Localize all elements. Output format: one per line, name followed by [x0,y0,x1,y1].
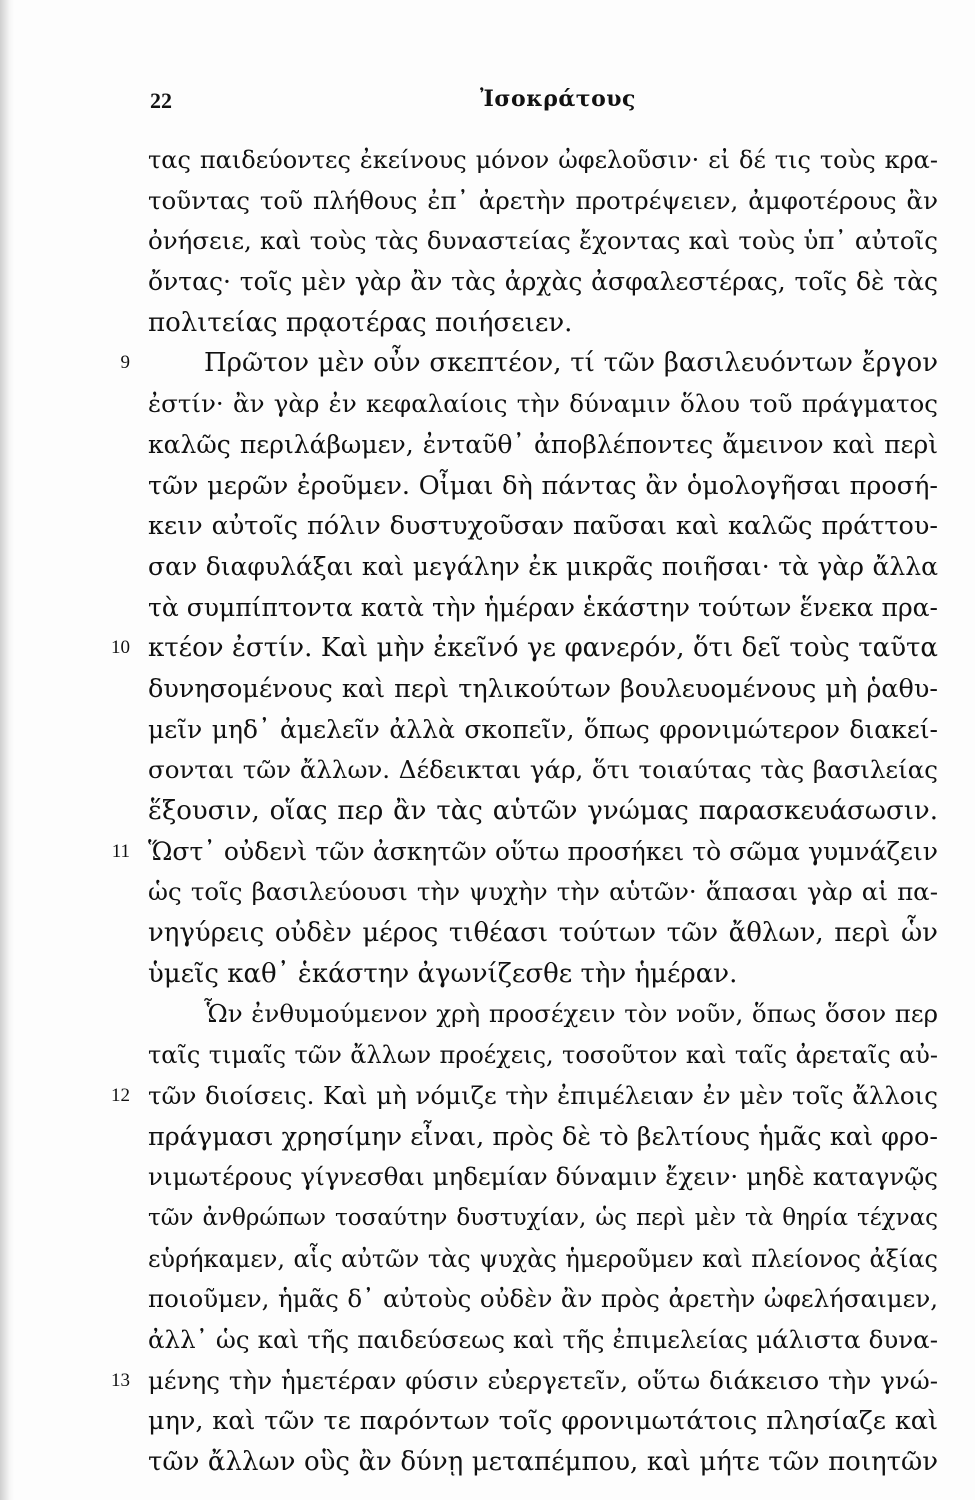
line-text: τὰ συμπίπτοντα κατὰ τὴν ἡμέραν ἑκάστην τούτων ἕνεκα πρα- [148,592,938,622]
line-text: κειν αὐτοῖς πόλιν δυστυχοῦσαν παῦσαι καὶ καλῶς πράττου- [148,511,938,542]
text-line [148,1239,938,1280]
line-text: νιμωτέρους γίγνεσθαι μηδεμίαν δύναμιν ἔχειν· μηδὲ καταγνῷς [148,1162,938,1192]
text-line [148,669,938,710]
text-line [111,628,938,669]
section-number: 13 [111,1369,130,1391]
text-line [148,1401,938,1442]
text-line [111,832,938,873]
text-line [111,1361,938,1402]
page-number: 22 [150,88,172,113]
line-text: ἐστίν· ἂν γὰρ ἐν κεφαλαίοις τὴν δύναμιν ὅλου τοῦ πράγματος [148,389,938,419]
line-text: μην, καὶ τῶν τε παρόντων τοῖς φρονιμωτάτοις πλησίαζε καὶ [148,1406,938,1437]
running-head: Ἰσοκράτους [480,86,636,112]
line-text: τῶν ἄλλων οὓς ἂν δύνῃ μεταπέμπου, καὶ μήτε τῶν ποιητῶν [148,1447,938,1477]
line-text: σαν διαφυλάξαι καὶ μεγάλην ἐκ μικρᾶς ποιῆσαι· τὰ γὰρ ἄλλα [148,551,938,581]
line-text: ταῖς τιμαῖς τῶν ἄλλων προέχεις, τοσοῦτον καὶ ταῖς ἀρεταῖς αὐ- [148,1041,938,1070]
text-line [148,384,938,425]
line-text: τας παιδεύοντες ἐκείνους μόνον ὠφελοῦσιν· εἰ δέ τις τοὺς κρα- [148,146,938,174]
text-line [148,994,938,1035]
text-line [148,221,938,262]
text-line [148,262,938,303]
line-text: μένης τὴν ἡμετέραν φύσιν εὐεργετεῖν, οὕτω διάκεισο τὴν γνώ- [148,1365,938,1395]
line-text: τῶν ἀνθρώπων τοσαύτην δυστυχίαν, ὡς περὶ μὲν τὰ θηρία τέχνας [148,1204,938,1231]
line-text: τοῦντας τοῦ πλήθους ἐπ᾿ ἀρετὴν προτρέψειεν, ἀμφοτέρους ἂν [148,185,938,215]
line-text: μεῖν μηδ᾿ ἀμελεῖν ἀλλὰ σκοπεῖν, ὅπως φρονιμώτερον διακεί- [148,714,938,744]
line-text: σονται τῶν ἄλλων. Δέδεικται γάρ, ὅτι τοιαύτας τὰς βασιλείας [148,755,938,785]
text-line [148,1442,938,1483]
line-text: ἀλλ᾿ ὡς καὶ τῆς παιδεύσεως καὶ τῆς ἐπιμελείας μάλιστα δυνα- [148,1324,938,1354]
line-text: ἕξουσιν, οἵας περ ἂν τὰς αὑτῶν γνώμας παρασκευάσωσιν. [148,796,938,826]
text-line [148,466,938,507]
text-line [148,710,938,751]
line-text: καλῶς περιλάβωμεν, ἐνταῦθ᾿ ἀποβλέποντες ἄμεινον καὶ περὶ [148,429,938,459]
text-line [148,425,938,466]
line-text: νηγύρεις οὐδὲν μέρος τιθέασι τούτων τῶν ἄθλων, περὶ ὧν [148,918,938,949]
section-number: 12 [111,1084,130,1106]
text-line [148,506,938,547]
page-edge-shadow [0,0,14,1500]
text-line [148,872,938,913]
text-line [148,1320,938,1361]
line-text: Ὧν ἐνθυμούμενον χρὴ προσέχειν τὸν νοῦν, ὅπως ὅσον περ [204,999,938,1029]
line-text: ὑμεῖς καθ᾿ ἑκάστην ἀγωνίζεσθε τὴν ἡμέραν. [148,958,738,989]
text-line [111,1076,938,1117]
line-text: κτέον ἐστίν. Καὶ μὴν ἐκεῖνό γε φανερόν, ὅτι δεῖ τοὺς ταῦτα [148,633,938,664]
text-line [148,1117,938,1158]
text-line [148,954,938,995]
line-text: τῶν διοίσεις. Καὶ μὴ νόμιζε τὴν ἐπιμέλειαν ἐν μὲν τοῖς ἄλλοις [148,1080,938,1110]
line-text: πολιτείας πρᾳοτέρας ποιήσειεν. [148,307,573,338]
text-line [148,140,938,181]
text-line [148,303,938,344]
line-text: τῶν μερῶν ἐροῦμεν. Οἶμαι δὴ πάντας ἂν ὁμολογῆσαι προσή- [148,470,938,501]
body-text [111,140,938,1483]
section-number: 10 [111,637,130,659]
text-line [148,1035,938,1076]
line-text: Ὥστ᾿ οὐδενὶ τῶν ἀσκητῶν οὕτω προσήκει τὸ σῶμα γυμνάζειν [148,836,938,866]
line-text: εὑρήκαμεν, αἷς αὐτῶν τὰς ψυχὰς ἡμεροῦμεν καὶ πλείονος ἀξίας [148,1244,938,1273]
text-line [148,547,938,588]
text-line [148,791,938,832]
line-text: ὡς τοῖς βασιλεύουσι τὴν ψυχὴν τὴν αὑτῶν· ἅπασαι γὰρ αἱ πα- [148,877,938,907]
line-text: δυνησομένους καὶ περὶ τηλικούτων βουλευομένους μὴ ῥαθυ- [148,673,938,704]
text-line [148,1157,938,1198]
text-line [148,1279,938,1320]
text-line [148,1198,938,1239]
line-text: πράγμασι χρησίμην εἶναι, πρὸς δὲ τὸ βελτίους ἡμᾶς καὶ φρο- [148,1121,938,1152]
line-text: Πρῶτον μὲν οὖν σκεπτέον, τί τῶν βασιλευόντων ἔργον [204,348,938,379]
line-text: ὄντας· τοῖς μὲν γὰρ ἂν τὰς ἀρχὰς ἀσφαλεστέρας, τοῖς δὲ τὰς [148,267,938,297]
text-line [148,181,938,222]
line-text: ὀνήσειε, καὶ τοὺς τὰς δυναστείας ἔχοντας καὶ τοὺς ὑπ᾿ αὐτοῖς [148,226,938,256]
text-line [148,750,938,791]
section-number: 11 [111,840,130,862]
text-line [148,588,938,629]
line-text: ποιοῦμεν, ἡμᾶς δ᾿ αὐτοὺς οὐδὲν ἂν πρὸς ἀρετὴν ὠφελήσαιμεν, [148,1284,938,1314]
text-line [120,343,938,384]
section-number: 9 [120,352,130,374]
text-line [148,913,938,954]
